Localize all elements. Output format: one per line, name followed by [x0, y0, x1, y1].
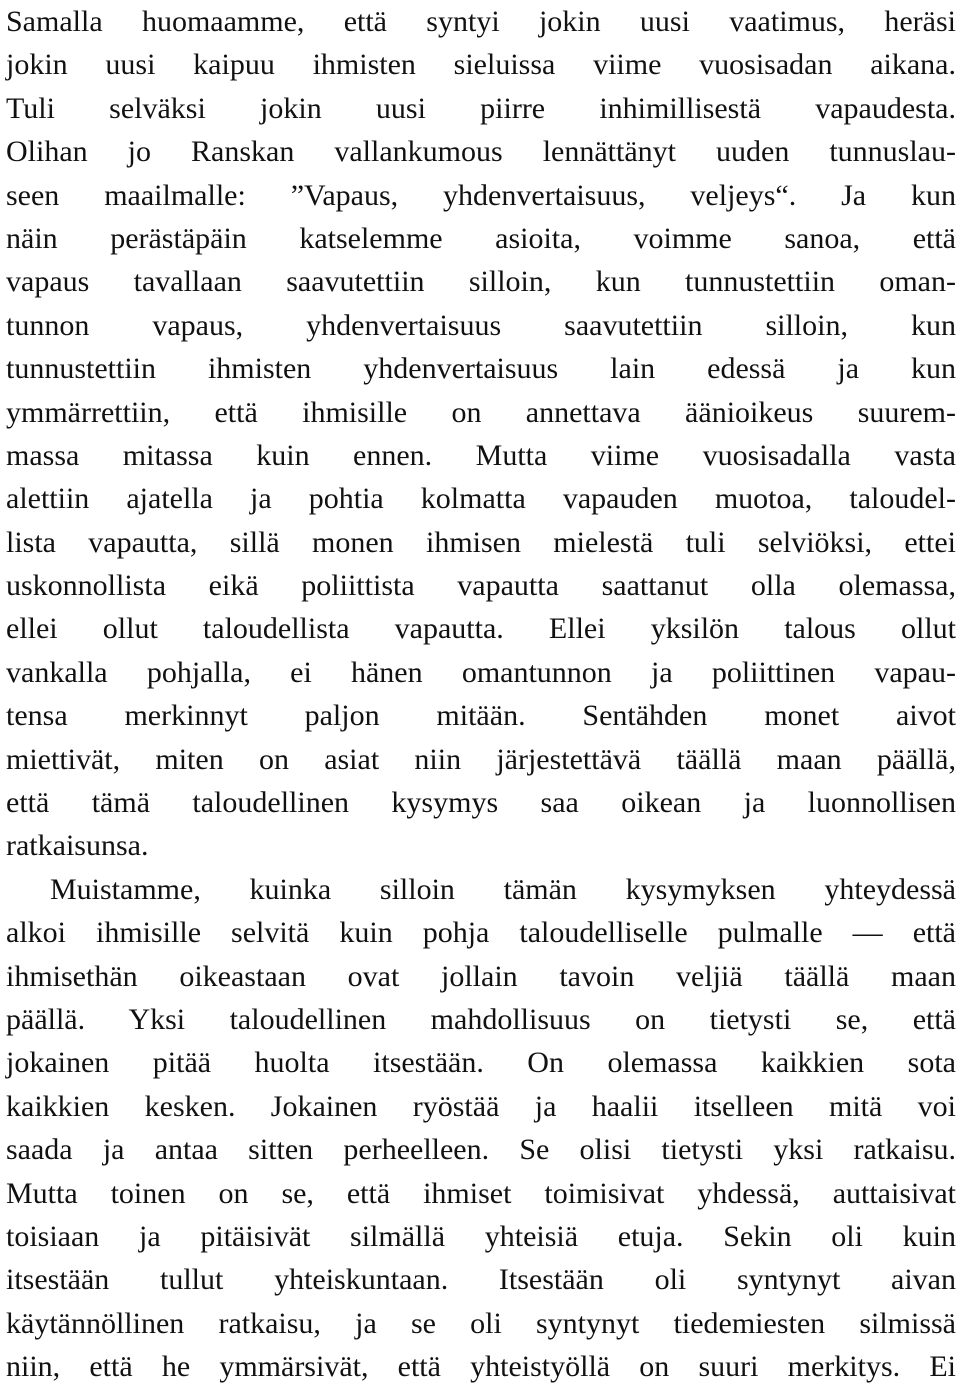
text-line: uskonnollista eikä poliittista vapautta saattanut olla olemassa, [6, 569, 956, 603]
text-line: Mutta toinen on se, että ihmiset toimisivat yhdessä, auttaisivat [6, 1176, 956, 1210]
text-line: ellei ollut taloudellista vapautta. Ellei yksilön talous ollut [6, 612, 956, 646]
paragraph-1 [6, 0, 956, 868]
text-line: alettiin ajatella ja pohtia kolmatta vapauden muotoa, taloudel- [6, 482, 956, 516]
document-page [6, 0, 956, 1389]
text-line: niin, että he ymmärsivät, että yhteistyöllä on suuri merkitys. Ei [6, 1350, 956, 1384]
text-line: itsestään tullut yhteiskuntaan. Itsestään oli syntynyt aivan [6, 1263, 956, 1297]
text-line: jokainen pitää huolta itsestään. On olemassa kaikkien sota [6, 1046, 956, 1080]
text-line: kaikkien kesken. Jokainen ryöstää ja haalii itselleen mitä voi [6, 1089, 956, 1123]
text-line: Tuli selväksi jokin uusi piirre inhimillisestä vapaudesta. [6, 91, 956, 125]
text-line: Olihan jo Ranskan vallankumous lennättänyt uuden tunnuslau- [6, 135, 956, 169]
text-line: että tämä taloudellinen kysymys saa oikean ja luonnollisen [6, 786, 956, 820]
text-line: ymmärrettiin, että ihmisille on annettava äänioikeus suurem- [6, 395, 956, 429]
text-line: jokin uusi kaipuu ihmisten sieluissa viime vuosisadan aikana. [6, 48, 956, 82]
text-line: tunnon vapaus, yhdenvertaisuus saavutettiin silloin, kun [6, 308, 956, 342]
text-line: toisiaan ja pitäisivät silmällä yhteisiä etuja. Sekin oli kuin [6, 1219, 956, 1253]
text-line: tunnustettiin ihmisten yhdenvertaisuus lain edessä ja kun [6, 352, 956, 386]
text-line: massa mitassa kuin ennen. Mutta viime vuosisadalla vasta [6, 438, 956, 472]
text-line: näin perästäpäin katselemme asioita, voimme sanoa, että [6, 221, 956, 255]
text-line: käytännöllinen ratkaisu, ja se oli syntynyt tiedemiesten silmissä [6, 1306, 956, 1340]
text-line: Samalla huomaamme, että syntyi jokin uusi vaatimus, heräsi [6, 5, 956, 38]
text-line: ratkaisunsa. [6, 829, 149, 863]
text-line: alkoi ihmisille selvitä kuin pohja taloudelliselle pulmalle — että [6, 916, 956, 950]
text-line: vankalla pohjalla, ei hänen omantunnon ja poliittinen vapau- [6, 655, 956, 689]
text-line: miettivät, miten on asiat niin järjestettävä täällä maan päällä, [6, 742, 956, 776]
text-line: Muistamme, kuinka silloin tämän kysymyksen yhteydessä [50, 872, 956, 906]
text-line: seen maailmalle: ”Vapaus, yhdenvertaisuus, veljeys“. Ja kun [6, 178, 956, 212]
text-line: vapaus tavallaan saavutettiin silloin, kun tunnustettiin oman- [6, 265, 956, 299]
text-line: saada ja antaa sitten perheelleen. Se olisi tietysti yksi ratkaisu. [6, 1133, 956, 1167]
paragraph-2 [6, 868, 956, 1389]
text-line: ihmisethän oikeastaan ovat jollain tavoin veljiä täällä maan [6, 959, 956, 993]
text-line: päällä. Yksi taloudellinen mahdollisuus on tietysti se, että [6, 1002, 956, 1036]
text-line: lista vapautta, sillä monen ihmisen mielestä tuli selviöksi, ettei [6, 525, 956, 559]
text-line: tensa merkinnyt paljon mitään. Sentähden monet aivot [6, 699, 956, 733]
